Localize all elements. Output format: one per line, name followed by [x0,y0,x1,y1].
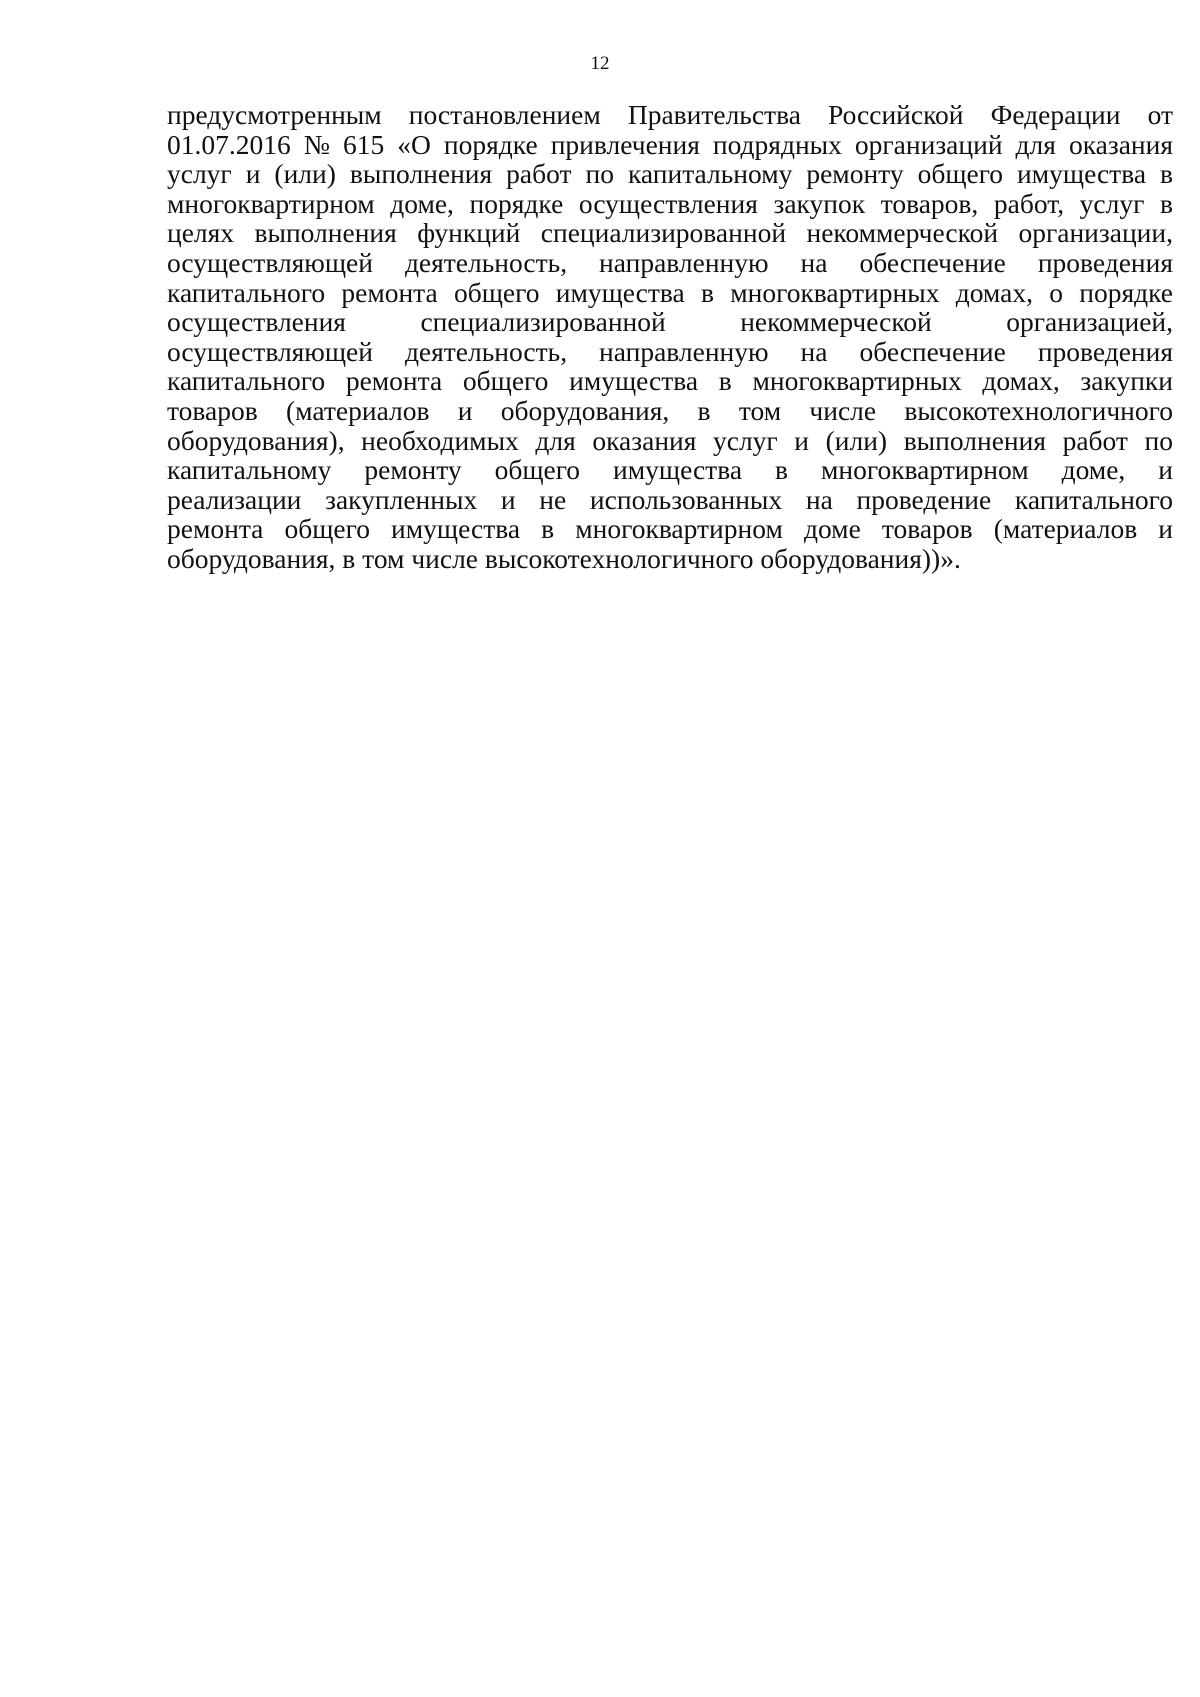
text-line: ремонта общего имущества в многоквартирном доме товаров (материалов и [167,513,1173,545]
text-line: осуществляющей деятельность, направленную на обеспечение проведения [167,246,1173,278]
text-line: услуг и (или) выполнения работ по капитальному ремонту общего имущества в [167,158,1174,190]
text-line: товаров (материалов и оборудования, в том числе высокотехнологичного [167,394,1173,426]
text-line: капитального ремонта общего имущества в многоквартирных домах, о порядке [167,276,1173,308]
text-line: многоквартирном доме, порядке осуществления закупок товаров, работ, услуг в [167,187,1173,219]
text-line: оборудования), необходимых для оказания услуг и (или) выполнения работ по [167,424,1173,456]
text-line: 01.07.2016 № 615 «О порядке привлечения подрядных организаций для оказания [167,128,1173,160]
text-line: капитального ремонта общего имущества в многоквартирных домах, закупки [167,365,1173,397]
page-number: 12 [590,53,610,74]
text-line: реализации закупленных и не использованных на проведение капитального [167,483,1173,515]
text-line: целях выполнения функций специализированной некоммерческой организации, [167,217,1173,249]
text-line: осуществляющей деятельность, направленную на обеспечение проведения [167,335,1173,367]
text-line: оборудования, в том числе высокотехнологичного оборудования))». [167,542,961,574]
text-line: капитальному ремонту общего имущества в многоквартирном доме, и [167,454,1173,486]
body-paragraph [167,100,1173,574]
text-line: осуществления специализированной некоммерческой организацией, [167,306,1173,338]
text-line: предусмотренным постановлением Правительства Российской Федерации от [167,99,1173,130]
